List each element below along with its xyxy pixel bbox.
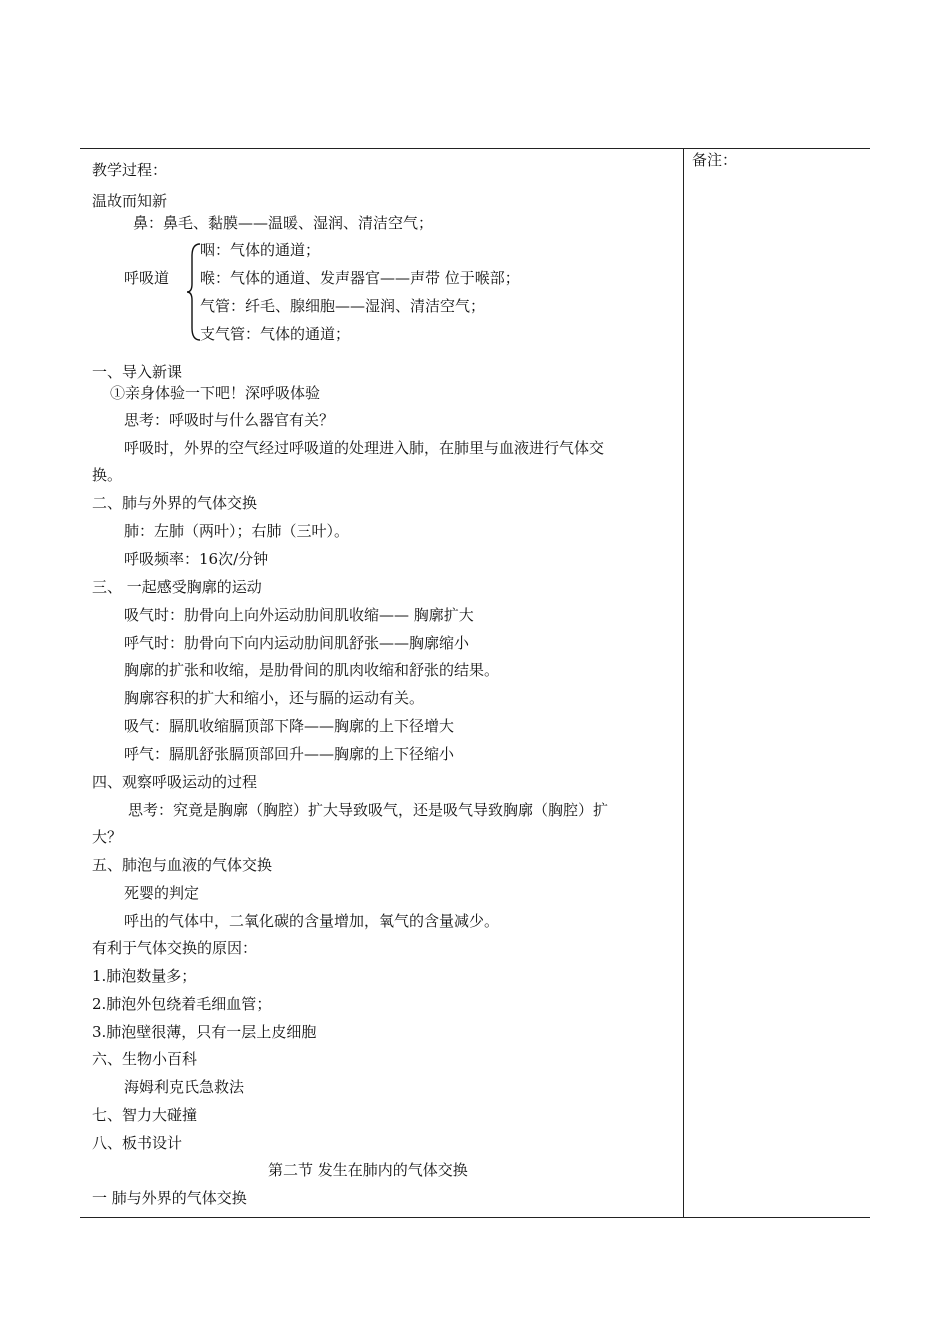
section-5-reason-1: 1.肺泡数量多； — [92, 967, 197, 985]
review-title: 温故而知新 — [92, 192, 168, 210]
section-2-title: 二、肺与外界的气体交换 — [92, 494, 258, 512]
section-4-title: 四、观察呼吸运动的过程 — [92, 773, 258, 791]
review-larynx: 喉：气体的通道、发声器官——声带 位于喉部； — [200, 269, 520, 287]
section-5-line-2: 呼出的气体中，二氧化碳的含量增加，氧气的含量减少。 — [124, 912, 500, 930]
section-8-title: 八、板书设计 — [92, 1134, 183, 1152]
review-trachea: 气管：纤毛、腺细胞——湿润、清洁空气； — [200, 297, 486, 315]
table-bottom-border — [80, 1217, 870, 1218]
section-4-line-1a: 思考：究竟是胸廓（胸腔）扩大导致吸气，还是吸气导致胸廓（胸腔）扩 — [128, 801, 609, 819]
section-5-title: 五、肺泡与血液的气体交换 — [92, 856, 273, 874]
section-1-line-3a: 呼吸时，外界的空气经过呼吸道的处理进入肺，在肺里与血液进行气体交 — [124, 439, 605, 457]
section-3-line-6: 呼气：膈肌舒张膈顶部回升——胸廓的上下径缩小 — [124, 745, 455, 763]
section-5-line-3: 有利于气体交换的原因： — [92, 939, 258, 957]
section-1-line-2: 思考：呼吸时与什么器官有关？ — [124, 411, 335, 429]
section-2-line-1: 肺：左肺（两叶）；右肺（三叶）。 — [124, 522, 350, 540]
board-title: 第二节 发生在肺内的气体交换 — [268, 1161, 468, 1179]
section-3-line-5: 吸气：膈肌收缩膈顶部下降——胸廓的上下径增大 — [124, 717, 455, 735]
section-1-line-1: ①亲身体验一下吧！深呼吸体验 — [110, 384, 321, 402]
section-6-line-1: 海姆利克氏急救法 — [124, 1078, 245, 1096]
section-5-reason-2: 2.肺泡外包绕着毛细血管； — [92, 995, 272, 1013]
section-4-line-1b: 大？ — [92, 828, 123, 846]
review-pharynx: 咽：气体的通道； — [200, 241, 321, 259]
section-1-line-3b: 换。 — [92, 466, 123, 484]
section-3-line-1: 吸气时：肋骨向上向外运动肋间肌收缩—— 胸廓扩大 — [124, 606, 474, 624]
section-6-title: 六、生物小百科 — [92, 1050, 198, 1068]
section-5-line-1: 死婴的判定 — [124, 884, 200, 902]
section-3-title: 三、 一起感受胸廓的运动 — [92, 578, 262, 596]
section-5-reason-3: 3.肺泡壁很薄，只有一层上皮细胞 — [92, 1023, 317, 1041]
section-3-line-4: 胸廓容积的扩大和缩小，还与膈的运动有关。 — [124, 689, 425, 707]
section-7-title: 七、智力大碰撞 — [92, 1106, 198, 1124]
page-heading: 教学过程： — [92, 161, 168, 179]
review-bronchi: 支气管：气体的通道； — [200, 325, 351, 343]
board-line-1: 一 肺与外界的气体交换 — [92, 1189, 247, 1207]
section-2-line-2: 呼吸频率：16次/分钟 — [124, 550, 269, 568]
table-top-border — [80, 148, 870, 149]
section-3-line-2: 呼气时：肋骨向下向内运动肋间肌舒张——胸廓缩小 — [124, 634, 470, 652]
section-1-title: 一、导入新课 — [92, 363, 183, 381]
review-nose: 鼻：鼻毛、黏膜——温暖、湿润、清洁空气； — [133, 214, 434, 232]
notes-label: 备注： — [692, 151, 738, 169]
section-3-line-3: 胸廓的扩张和收缩，是肋骨间的肌肉收缩和舒张的结果。 — [124, 661, 500, 679]
respiratory-tract-label: 呼吸道 — [124, 269, 170, 287]
table-column-divider — [683, 148, 684, 1218]
